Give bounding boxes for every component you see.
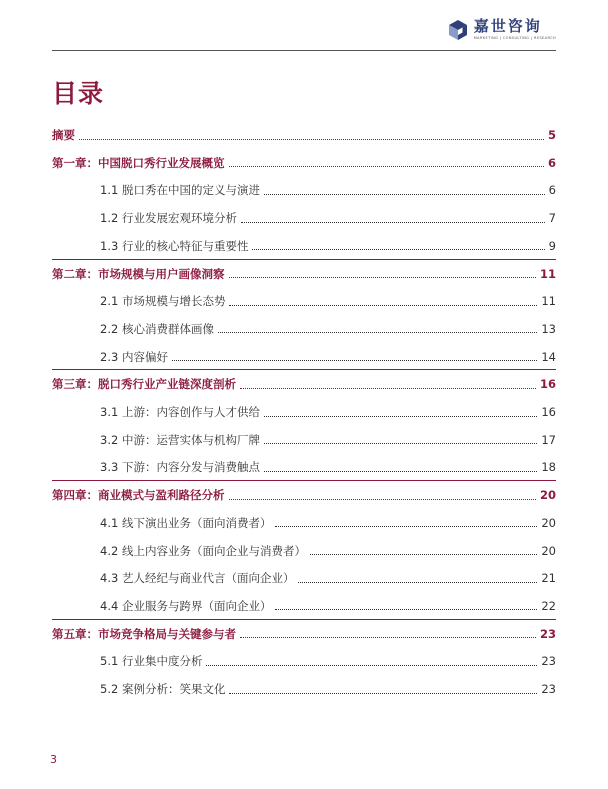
toc-page-number: 21	[541, 571, 556, 586]
toc-dot-leader	[206, 665, 537, 666]
toc-page-number: 11	[539, 266, 556, 281]
toc-chapter-link[interactable]	[52, 373, 556, 395]
chapter-divider	[52, 259, 556, 260]
toc-page-number: 22	[541, 598, 556, 613]
logo-name: 嘉世咨询	[473, 17, 542, 35]
toc-chapter-link[interactable]	[52, 623, 556, 645]
toc-section-link[interactable]	[52, 207, 556, 229]
page-title: 目录	[52, 79, 105, 108]
toc-entry-title: 3.1 上游：内容创作与人才供给	[100, 405, 260, 419]
toc-section-link[interactable]	[52, 290, 556, 312]
toc-section-link[interactable]	[52, 318, 556, 340]
chapter-divider	[52, 369, 556, 370]
toc-entry-title: 3.2 中游：运营实体与机构厂牌	[100, 432, 260, 447]
toc-page-number: 14	[541, 349, 556, 364]
toc-section-link[interactable]	[52, 346, 556, 368]
toc-entry-title: 第三章：脱口秀行业产业链深度剖析	[52, 377, 236, 392]
toc-dot-leader	[264, 416, 537, 417]
toc-dot-leader	[275, 526, 537, 527]
toc-entry-title: 2.1 市场规模与增长态势	[100, 294, 226, 309]
toc-entry-title: 2.3 内容偏好	[100, 349, 168, 364]
toc-chapter-link[interactable]	[52, 263, 556, 285]
chapter-divider	[52, 619, 556, 620]
toc-section-link[interactable]	[52, 235, 556, 257]
toc-dot-leader	[241, 222, 545, 223]
toc-dot-leader	[218, 332, 537, 333]
toc-section-link[interactable]	[52, 429, 556, 451]
chapter-divider	[52, 480, 556, 481]
toc-page-number: 13	[541, 321, 556, 336]
toc-dot-leader	[264, 194, 545, 195]
toc-dot-leader	[275, 609, 537, 610]
toc-dot-leader	[264, 443, 537, 444]
toc-entry-title: 第二章：市场规模与用户画像洞察	[52, 266, 225, 281]
toc-entry-title: 5.2 案例分析：笑果文化	[100, 682, 226, 696]
toc-entry-title: 2.2 核心消费群体画像	[100, 321, 214, 336]
page-header	[52, 0, 556, 51]
toc-dot-leader	[229, 305, 537, 306]
logo-tagline: MARKETING | CONSULTING | RESEARCH	[473, 36, 556, 40]
toc-page-number: 16	[541, 405, 556, 419]
toc-entry-title: 摘要	[52, 128, 75, 142]
toc-page-number: 11	[541, 294, 556, 309]
toc-dot-leader	[79, 139, 544, 140]
toc-dot-leader	[172, 360, 537, 361]
toc-entry-title: 4.2 线上内容业务（面向企业与消费者）	[100, 543, 306, 558]
logo-cube-icon	[447, 19, 469, 41]
toc-entry-title: 3.3 下游：内容分发与消费触点	[100, 460, 260, 475]
toc-section-link[interactable]	[52, 456, 556, 478]
toc-page-number: 18	[541, 460, 556, 475]
toc-page-number: 23	[541, 654, 556, 669]
toc-entry-title: 5.1 行业集中度分析	[100, 654, 203, 669]
toc-page-number: 20	[539, 488, 556, 503]
toc-dot-leader	[252, 249, 544, 250]
page-number: 3	[50, 753, 57, 766]
toc-entry-title: 第一章：中国脱口秀行业发展概览	[52, 155, 225, 170]
toc-entry-title: 4.1 线下演出业务（面向消费者）	[100, 515, 272, 530]
toc-dot-leader	[229, 277, 536, 278]
company-logo	[447, 18, 556, 48]
toc-page-number: 20	[541, 515, 556, 530]
toc-chapter-link[interactable]	[52, 124, 556, 146]
toc-dot-leader	[298, 582, 537, 583]
toc-entry-title: 第四章：商业模式与盈利路径分析	[52, 488, 225, 503]
toc-entry-title: 1.2 行业发展宏观环境分析	[100, 211, 237, 226]
toc-dot-leader	[229, 166, 544, 167]
toc-entry-title: 4.3 艺人经纪与商业代言（面向企业）	[100, 571, 295, 586]
toc-page-number: 7	[548, 211, 556, 226]
toc-chapter-link[interactable]	[52, 484, 556, 506]
toc-page-number: 20	[541, 543, 556, 558]
toc-page-number: 16	[539, 377, 556, 392]
toc-dot-leader	[229, 693, 537, 694]
toc-section-link[interactable]	[52, 540, 556, 562]
toc-section-link[interactable]	[52, 567, 556, 589]
toc-page-number: 9	[548, 238, 556, 253]
toc-page-number: 23	[539, 626, 556, 641]
toc-dot-leader	[310, 554, 537, 555]
toc-entry-title: 4.4 企业服务与跨界（面向企业）	[100, 598, 272, 613]
toc-dot-leader	[229, 499, 536, 500]
toc-section-link[interactable]	[52, 179, 556, 201]
toc-entry-title: 第五章：市场竞争格局与关键参与者	[52, 626, 236, 641]
toc-page-number: 6	[547, 155, 556, 170]
toc-page-number: 5	[547, 128, 556, 142]
toc-dot-leader	[264, 471, 537, 472]
toc-page-number: 23	[541, 682, 556, 696]
toc-dot-leader	[240, 637, 536, 638]
toc-section-link[interactable]	[52, 595, 556, 617]
toc-page-number: 17	[541, 432, 556, 447]
toc-entry-title: 1.1 脱口秀在中国的定义与演进	[100, 183, 260, 198]
toc-chapter-link[interactable]	[52, 152, 556, 174]
toc-entry-title: 1.3 行业的核心特征与重要性	[100, 238, 249, 253]
toc-dot-leader	[240, 388, 536, 389]
toc-section-link[interactable]	[52, 512, 556, 534]
toc-section-link[interactable]	[52, 401, 556, 423]
toc-section-link[interactable]	[52, 650, 556, 672]
toc-section-link[interactable]	[52, 678, 556, 700]
toc-page-number: 6	[548, 183, 556, 198]
